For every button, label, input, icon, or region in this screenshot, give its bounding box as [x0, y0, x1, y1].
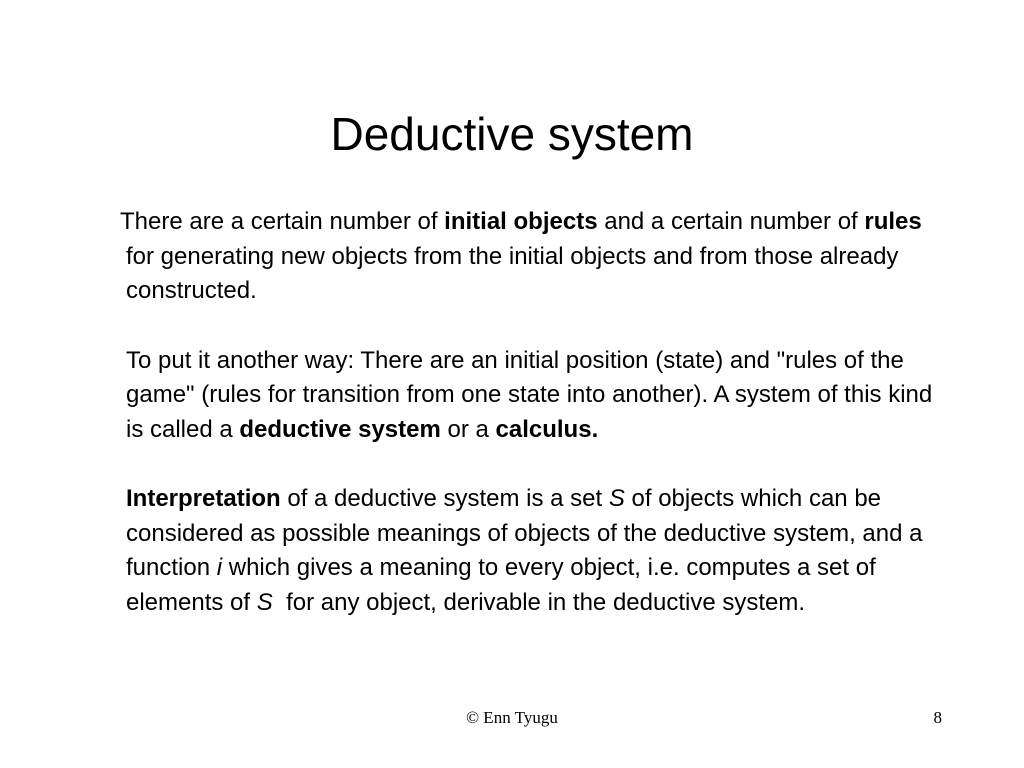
term-deductive-system: deductive system [239, 415, 441, 443]
text-run: of objects which can be considered as possible meanings of objects of the deductive system, and a function [126, 485, 923, 581]
footer-credit: © Enn Tyugu [466, 708, 558, 727]
text-run: or a [440, 415, 496, 443]
paragraph-interpretation [126, 482, 946, 620]
paragraph-initial-objects [120, 205, 946, 309]
text-run: which gives a meaning to every object, i.e. computes a set of elements of [126, 554, 876, 616]
text-run: for generating new objects from the initial objects and from those already constructed. [126, 242, 899, 304]
term-rules: rules [864, 208, 922, 235]
symbol-i: i [216, 554, 223, 581]
text-run: and a certain number of [597, 208, 865, 235]
symbol-s: S [608, 485, 625, 512]
paragraph-rules-of-game [126, 344, 946, 448]
slide-body [120, 205, 946, 620]
text-run: To put it another way: There are an initial position (state) and "rules of the game" (rules for transition from one state into another). A system of this kind is called a [126, 346, 933, 443]
term-calculus: calculus. [495, 415, 599, 443]
term-interpretation: Interpretation [126, 485, 281, 512]
text-run: of a deductive system is a set [280, 485, 609, 512]
text-run: for any object, derivable in the deductive system. [272, 588, 806, 616]
slide-title: Deductive system [330, 108, 694, 160]
symbol-s: S [256, 588, 273, 616]
term-initial-objects: initial objects [444, 208, 598, 235]
text-run: There are a certain number of [120, 208, 445, 235]
page-number: 8 [933, 708, 942, 727]
